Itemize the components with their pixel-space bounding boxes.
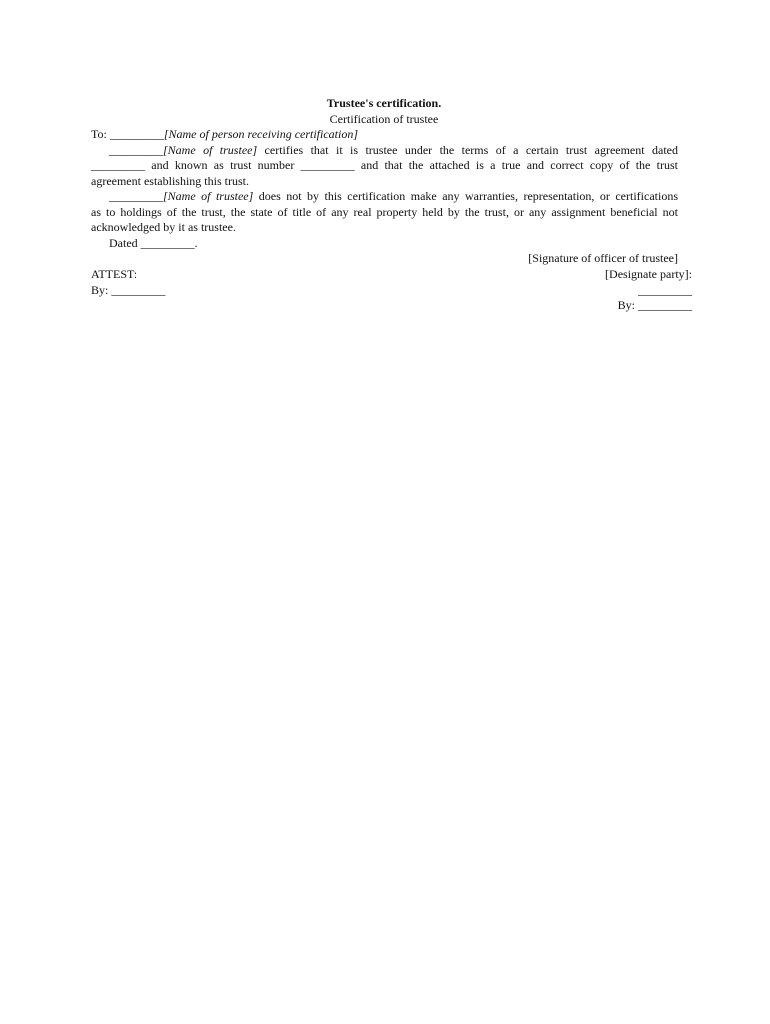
- document-subtitle: Certification of trustee: [329, 112, 439, 126]
- paragraph-1-blank: _________: [109, 143, 163, 157]
- attest-label: ATTEST:: [91, 267, 138, 281]
- paragraph-1-line-1: [91, 143, 678, 159]
- designate-party-label: [Designate party]:: [605, 267, 692, 281]
- paragraph-2-blank: _________: [109, 189, 163, 203]
- paragraph-1-line-3: agreement establishing this trust.: [91, 174, 249, 188]
- recipient-line: [91, 127, 358, 143]
- document-title: Trustee's certification.: [326, 96, 442, 110]
- attest-by-line: By: _________: [91, 283, 166, 297]
- recipient-placeholder: [Name of person receiving certification]: [163, 127, 359, 141]
- paragraph-2-line-3: acknowledged by it as trustee.: [91, 220, 236, 234]
- paragraph-2-line-2: as to holdings of the trust, the state of title of any real property held by the trust, or any assignment beneficial not: [91, 205, 678, 219]
- paragraph-1-line-2: _________ and known as trust number _________ and that the attached is a true and correct copy of the trust: [91, 158, 678, 172]
- designate-blank-line: _________: [638, 283, 692, 297]
- signature-label: [Signature of officer of trustee]: [528, 251, 678, 265]
- paragraph-2-trustee-placeholder: [Name of trustee]: [163, 189, 254, 203]
- designate-by-line: By: _________: [617, 298, 692, 312]
- paragraph-2-line-1: [91, 189, 678, 205]
- paragraph-2-text: does not by this certification make any warranties, representation, or certifications: [253, 189, 678, 203]
- dated-line: Dated _________.: [109, 236, 198, 250]
- paragraph-1-trustee-placeholder: [Name of trustee]: [163, 143, 258, 157]
- recipient-label: To: _________: [91, 127, 164, 141]
- paragraph-1-text: certifies that it is trustee under the terms of a certain trust agreement dated: [257, 143, 678, 157]
